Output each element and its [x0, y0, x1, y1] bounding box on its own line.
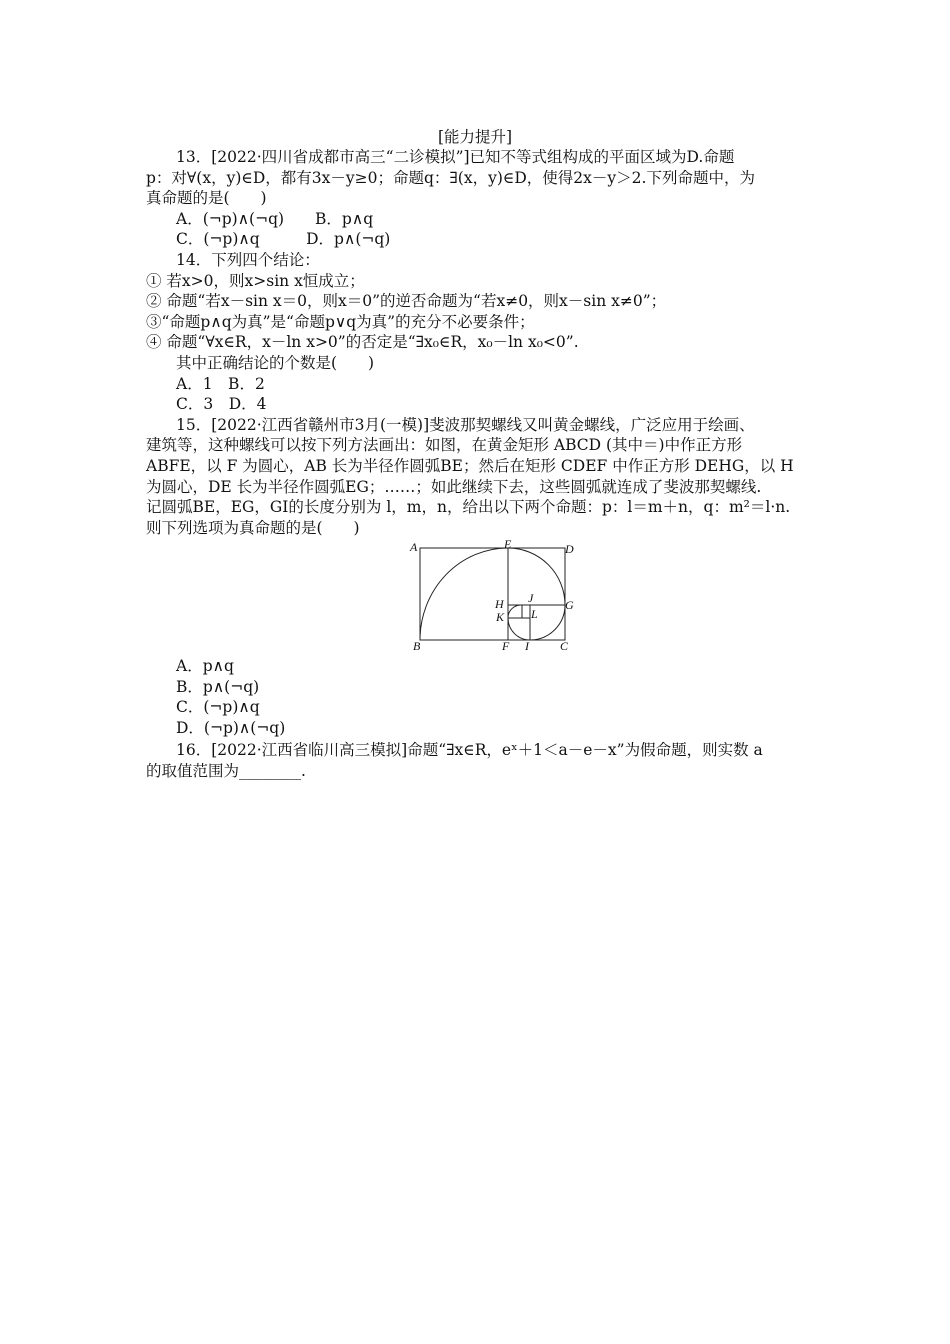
- text-line-q14a: 14．下列四个结论：: [176, 251, 320, 269]
- text-line-q15f: 则下列选项为真命题的是( ): [146, 518, 360, 537]
- text-line-q15o1: A．p∧q: [176, 657, 234, 675]
- label-g: G: [565, 598, 574, 612]
- label-k: K: [496, 610, 505, 624]
- text-line-q16b: 的取值范围为________.: [146, 761, 306, 780]
- arc-eg: [508, 548, 565, 605]
- label-h: H: [495, 597, 504, 611]
- label-j: J: [528, 591, 534, 605]
- golden-spiral-figure: [408, 538, 580, 654]
- text-line-q13a: 13．[2022·四川省成都市高三“二诊模拟”]已知不等式组构成的平面区域为D.命题: [176, 148, 735, 166]
- text-line-q16a: 16．[2022·江西省临川高三模拟]命题“∃x∈R，eˣ＋1＜a－e－x”为假命题，则实数 a: [176, 741, 763, 759]
- text-line-q15e: 记圆弧BE，EG，GI的长度分别为 l，m，n，给出以下两个命题：p：l＝m＋n，q：m²＝l·n.: [146, 498, 791, 517]
- rectangle-abcd: [420, 548, 565, 640]
- text-line-q13b: p：对∀(x，y)∈D，都有3x－y≥0；命题q：∃(x，y)∈D，使得2x－y＞2.下列命题中，为: [146, 168, 755, 187]
- text-line-q15b: 建筑等，这种螺线可以按下列方法画出：如图，在黄金矩形 ABCD (其中＝)中作正方形: [146, 436, 743, 455]
- text-line-q15a: 15．[2022·江西省赣州市3月(一模)]斐波那契螺线又叫黄金螺线，广泛应用于绘画、: [176, 415, 755, 434]
- text-line-q15o3: C．(¬p)∧q: [176, 698, 260, 716]
- golden-spiral-diagram: [408, 538, 580, 654]
- text-line-q13c: 真命题的是( ): [146, 189, 267, 208]
- text-line-q14b: ① 若x>0，则x>sin x恒成立；: [146, 271, 365, 290]
- label-a: A: [410, 540, 418, 554]
- text-line-q15o2: B．p∧(¬q): [176, 677, 260, 696]
- text-line-q13o2: C．(¬p)∧q D．p∧(¬q): [176, 230, 391, 249]
- text-line-q15c: ABFE，以 F 为圆心，AB 长为半径作圆弧BE；然后在矩形 CDEF 中作正方形 DEHG，以 H: [146, 457, 794, 475]
- text-line-q14c: ② 命题“若x－sin x＝0，则x＝0”的逆否命题为“若x≠0，则x－sin x≠0”；: [146, 292, 667, 311]
- section-heading: [能力提升]: [437, 128, 513, 146]
- arc-be: [420, 548, 508, 640]
- arc-ik: [508, 618, 530, 640]
- text-line-q14f: 其中正确结论的个数是( ): [176, 354, 375, 372]
- text-line-q14o1: A．1 B．2: [176, 374, 265, 393]
- text-line-q15d: 为圆心，DE 长为半径作圆弧EG；……；如此继续下去，这些圆弧就连成了斐波那契螺线.: [146, 477, 762, 496]
- text-line-q14o2: C．3 D．4: [176, 395, 267, 414]
- label-f: F: [502, 639, 510, 653]
- label-e: E: [504, 538, 512, 551]
- text-line-q15o4: D．(¬p)∧(¬q): [176, 718, 286, 737]
- text-line-q14d: ③“命题p∧q为真”是“命题p∨q为真”的充分不必要条件；: [146, 312, 535, 331]
- arc-kj: [508, 605, 522, 618]
- label-b: B: [413, 639, 421, 653]
- text-line-q14e: ④ 命题“∀x∈R，x－ln x>0”的否定是“∃x₀∈R，x₀－ln x₀<0”.: [146, 333, 579, 352]
- label-c: C: [560, 639, 569, 653]
- label-l: L: [531, 607, 538, 621]
- text-line-q13o1: A．(¬p)∧(¬q) B．p∧q: [176, 209, 374, 228]
- label-i: I: [525, 639, 529, 653]
- label-d: D: [565, 542, 574, 556]
